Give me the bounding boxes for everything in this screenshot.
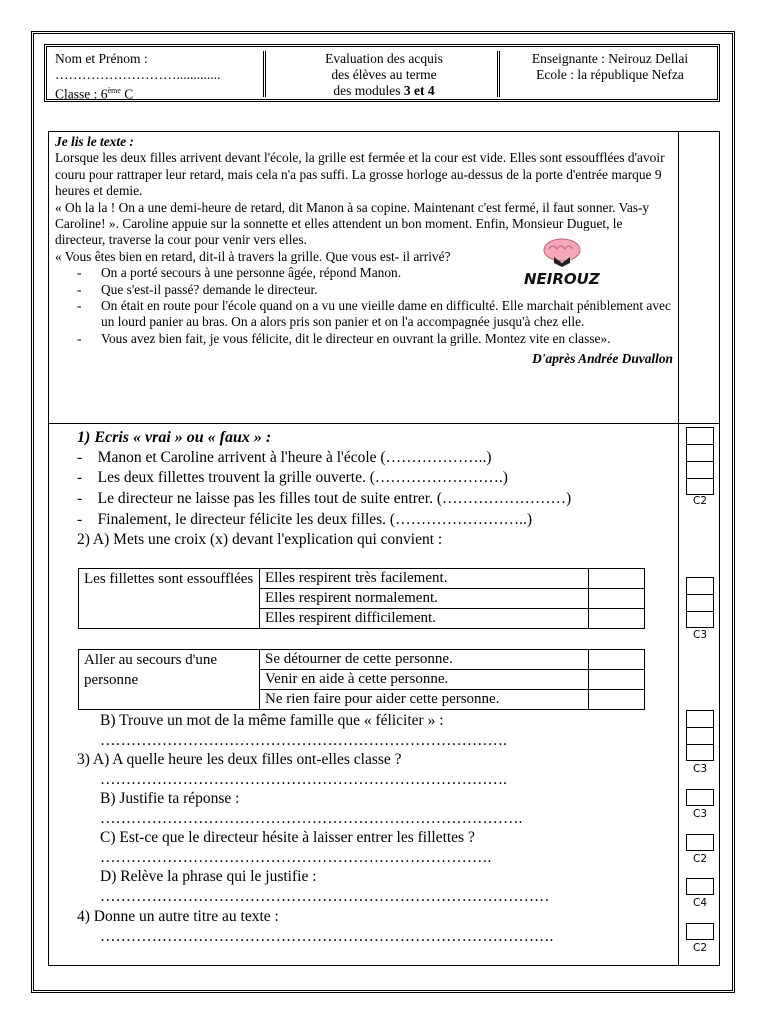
grade-box[interactable] <box>686 427 714 495</box>
checkbox-cell[interactable] <box>589 569 645 589</box>
q3c-answer-line[interactable]: …………………………………………………………………. <box>100 849 492 866</box>
q3b-prompt: B) Justifie ta réponse : <box>100 790 240 807</box>
vocab-table-2 <box>78 649 645 710</box>
grading-column <box>678 132 679 423</box>
q3a-answer-line[interactable]: ……………………………………………………………………. <box>100 771 507 788</box>
criterion-label: C4 <box>692 897 707 909</box>
option-cell: Elles respirent très facilement. <box>260 569 589 589</box>
q1-title: 1) Ecris « vrai » ou « faux » : <box>77 429 272 446</box>
q1-item: - Le directeur ne laisse pas les filles tout de suite entrer. (……………………) <box>77 490 572 507</box>
checkbox-cell[interactable] <box>589 589 645 609</box>
vocab-table-1 <box>78 568 645 629</box>
neirouz-logo <box>522 237 610 289</box>
criterion-label: C3 <box>692 629 707 641</box>
name-label: Nom et Prénom : <box>55 51 148 66</box>
q2b-answer-line[interactable]: ……………………………………………………………………. <box>100 732 507 749</box>
criterion-label: C2 <box>692 853 707 865</box>
grading-column <box>678 424 679 965</box>
header-divider <box>497 51 500 97</box>
q2b-prompt: B) Trouve un mot de la même famille que « féliciter » : <box>100 712 444 729</box>
paragraph: « Vous êtes bien en retard, dit-il à travers la grille. Que vous est- il arrivé? <box>55 248 451 264</box>
q1-item: - Les deux fillettes trouvent la grille ouverte. (…………………….) <box>77 469 508 486</box>
name-field[interactable]: ………………………............. <box>55 67 221 82</box>
q4-answer-line[interactable]: ……………………………………………………………………………. <box>100 928 554 945</box>
q3b-answer-line[interactable]: ………………………………………………………………………. <box>100 810 523 827</box>
student-info <box>55 51 260 103</box>
class-label: Classe : 6ème C <box>55 86 134 102</box>
evaluation-title: Evaluation des acquis des élèves au terme des modules 3 et 4 <box>325 51 443 98</box>
paragraph: « Oh la la ! On a une demi-heure de retard, dit Manon à sa copine. Maintenant c'est fermé, il faut sonner. Vas-y Caroline! ». Caroline appuie sur la sonnette et elles attendent un bon moment. Enfin, Monsieur Duguet, le directeur, traverse la cour pour venir vers elles. <box>55 199 650 248</box>
option-cell: Elles respirent difficilement. <box>260 609 589 629</box>
teacher-info: Enseignante : Neirouz Dellai Ecole : la république Nefza <box>531 51 689 82</box>
option-cell: Venir en aide à cette personne. <box>260 670 589 690</box>
q3d-answer-line[interactable]: …………………………………………………………………………… <box>100 888 550 905</box>
q3a-prompt: 3) A) A quelle heure les deux filles ont-elles classe ? <box>77 751 402 768</box>
dialogue-line: - On a porté secours à une personne âgée, répond Manon. <box>55 265 673 281</box>
grade-box[interactable] <box>686 878 714 895</box>
grade-box[interactable] <box>686 789 714 806</box>
grade-box[interactable] <box>686 923 714 940</box>
q1-item: - Manon et Caroline arrivent à l'heure à l'école (………………..) <box>77 449 492 466</box>
grade-box[interactable] <box>686 577 714 628</box>
dialogue-line: - On était en route pour l'école quand on a vu une vieille dame en difficulté. Elle marchait péniblement avec un lourd panier au bras. On a alors pris son panier et on l'a accompagnée jusqu'à chez elle. <box>55 298 673 331</box>
checkbox-cell[interactable] <box>589 690 645 710</box>
header-table <box>44 44 720 102</box>
paragraph: Lorsque les deux filles arrivent devant l'école, la grille est fermée et la cour est vide. Elles sont essoufflées d'avoir couru pour rattraper leur retard, mais cela n'a pas suffi. La grosse horloge au-dessus de la porte d'entrée marque 9 heures et demie. <box>55 150 665 199</box>
grade-box[interactable] <box>686 710 714 761</box>
dialogue-line: - Que s'est-il passé? demande le directeur. <box>55 282 673 298</box>
criterion-label: C2 <box>692 495 707 507</box>
option-cell: Ne rien faire pour aider cette personne. <box>260 690 589 710</box>
checkbox-cell[interactable] <box>589 650 645 670</box>
reading-box <box>48 131 720 424</box>
reading-heading: Je lis le texte : <box>55 134 134 149</box>
checkbox-cell[interactable] <box>589 609 645 629</box>
q3d-prompt: D) Relève la phrase qui le justifie : <box>100 868 317 885</box>
q2a-prompt: 2) A) Mets une croix (x) devant l'explication qui convient : <box>77 531 443 548</box>
brain-book-icon <box>522 237 610 289</box>
criterion-label: C2 <box>692 942 707 954</box>
option-cell: Se détourner de cette personne. <box>260 650 589 670</box>
svg-text:NEIROUZ: NEIROUZ <box>524 270 600 288</box>
criterion-label: C3 <box>692 763 707 775</box>
q4-prompt: 4) Donne un autre titre au texte : <box>77 908 279 925</box>
dialogue-line: - Vous avez bien fait, je vous félicite, dit le directeur en ouvrant la grille. Montez vite en classe». <box>55 331 673 347</box>
term-cell: Les fillettes sont essoufflées <box>79 569 260 629</box>
term-cell: Aller au secours d'une personne <box>79 650 260 710</box>
option-cell: Elles respirent normalement. <box>260 589 589 609</box>
q1-item: - Finalement, le directeur félicite les deux filles. (……………………..) <box>77 511 532 528</box>
author-credit: D'après Andrée Duvallon <box>532 351 673 367</box>
criterion-label: C3 <box>692 808 707 820</box>
grade-box[interactable] <box>686 834 714 851</box>
checkbox-cell[interactable] <box>589 670 645 690</box>
q3c-prompt: C) Est-ce que le directeur hésite à laisser entrer les fillettes ? <box>100 829 475 846</box>
header-divider <box>263 51 266 97</box>
